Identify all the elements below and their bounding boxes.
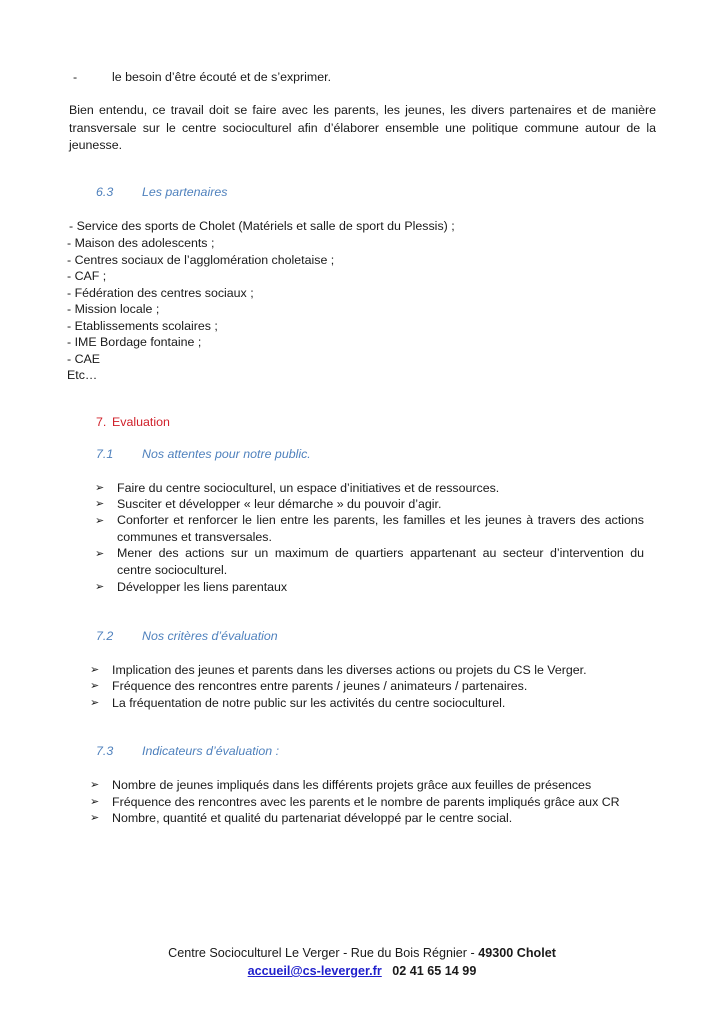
footer-contact-line [0,964,724,978]
partner-item: - Centres sociaux de l’agglomération choletaise ; [67,253,335,267]
arrow-bullet-icon: ➢ [90,796,100,808]
partner-item: - CAE [67,352,101,366]
intro-paragraph-text: Bien entendu, ce travail doit se faire avec les parents, les jeunes, les divers partenaires et de manière transversale sur le centre socioculturel afin d’élaborer ensemble une politique commune autour de la jeunesse. [69,103,656,152]
expectation-item: Faire du centre socioculturel, un espace d’initiatives et de ressources. [117,481,500,495]
arrow-bullet-icon: ➢ [95,548,105,560]
expectation-item: Mener des actions sur un maximum de quartiers appartenant au secteur d’intervention du centre socioculturel. [117,546,644,577]
arrow-bullet-icon: ➢ [90,779,100,791]
arrow-bullet-icon: ➢ [90,664,100,676]
expectation-item: Conforter et renforcer le lien entre les parents, les familles et les jeunes à travers des actions communes et transversales. [117,513,644,544]
arrow-bullet-icon: ➢ [90,697,100,709]
section-6-3-number: 6.3 [96,185,114,199]
indicator-item: Nombre de jeunes impliqués dans les différents projets grâce aux feuilles de présences [112,778,592,792]
partner-item: - Fédération des centres sociaux ; [67,286,254,300]
section-7-1-title: Nos attentes pour notre public. [142,447,311,461]
arrow-bullet-icon: ➢ [90,680,100,692]
partner-item: - Etablissements scolaires ; [67,319,218,333]
section-7-1-number: 7.1 [96,447,114,461]
partner-item: - Maison des adolescents ; [67,236,215,250]
arrow-bullet-icon: ➢ [95,515,105,527]
partner-item: - Service des sports de Cholet (Matériels et salle de sport du Plessis) ; [69,219,455,233]
dash-item-text: le besoin d’être écouté et de s’exprimer. [112,70,332,84]
section-7-3-number: 7.3 [96,744,114,758]
arrow-bullet-icon: ➢ [95,498,105,510]
footer-city: 49300 Cholet [478,946,556,960]
indicator-item: Fréquence des rencontres avec les parents et le nombre de parents impliqués grâce aux CR [112,795,620,809]
expectation-item: Développer les liens parentaux [117,580,288,594]
criteria-item: Fréquence des rencontres entre parents / jeunes / animateurs / partenaires. [112,679,528,693]
partner-item: - IME Bordage fontaine ; [67,335,202,349]
indicator-item: Nombre, quantité et qualité du partenariat développé par le centre social. [112,811,513,825]
footer-phone: 02 41 65 14 99 [392,964,477,978]
intro-paragraph [69,102,656,155]
section-7-2-title: Nos critères d’évaluation [142,629,278,643]
dash-bullet: - [73,70,78,84]
footer-address-line [0,946,724,960]
section-7-3-title: Indicateurs d’évaluation : [142,744,280,758]
criteria-item: La fréquentation de notre public sur les activités du centre socioculturel. [112,696,506,710]
section-6-3-title: Les partenaires [142,185,228,199]
criteria-item: Implication des jeunes et parents dans les diverses actions ou projets du CS le Verger. [112,663,587,677]
partner-item: - Mission locale ; [67,302,160,316]
arrow-bullet-icon: ➢ [95,482,105,494]
footer-email-link[interactable]: accueil@cs-leverger.fr [247,964,382,978]
partner-item: Etc… [67,368,98,382]
section-7-title: Evaluation [112,415,170,429]
arrow-bullet-icon: ➢ [95,581,105,593]
section-7-2-number: 7.2 [96,629,114,643]
arrow-bullet-icon: ➢ [90,812,100,824]
footer-address: Centre Socioculturel Le Verger - Rue du Bois Régnier - [168,946,479,960]
expectation-item: Susciter et développer « leur démarche » du pouvoir d’agir. [117,497,442,511]
section-7-number: 7. [96,415,107,429]
partner-item: - CAF ; [67,269,107,283]
